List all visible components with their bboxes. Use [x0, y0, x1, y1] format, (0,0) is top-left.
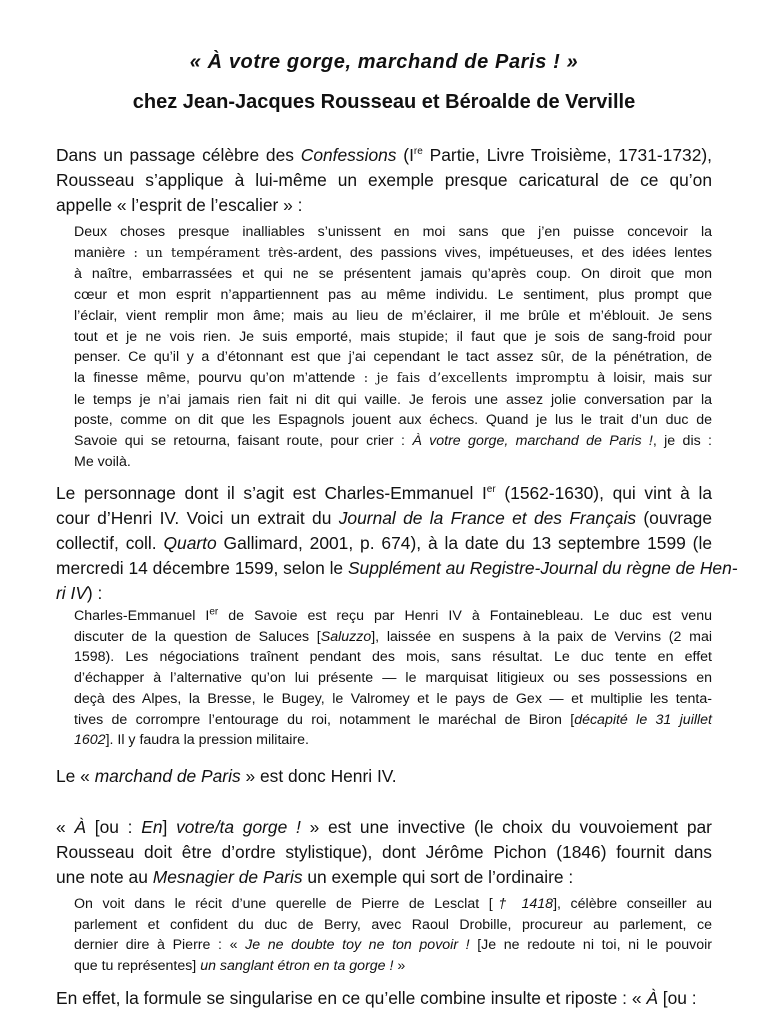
italic-run: Mesnagier de Paris [152, 867, 303, 887]
text-run: collectif, coll. [56, 533, 164, 553]
text-line [56, 143, 712, 168]
text-run: à loisir, mais sur [588, 369, 712, 386]
italic-run: À votre gorge, marchand de Paris ! [412, 433, 653, 450]
text-run: Le personnage dont il s’agit est Charles-Emmanuel I [56, 483, 487, 503]
italic-run: marchand de Paris [94, 766, 241, 786]
text-line [56, 556, 738, 581]
italic-run: † 1418 [492, 896, 554, 912]
text-run: discuter de la question de Saluces [ [74, 628, 321, 645]
text-line [74, 935, 712, 956]
text-run: » est donc Henri IV. [240, 766, 397, 786]
text-run: « [56, 817, 75, 837]
italic-run: décapité le 31 juillet [574, 711, 712, 728]
superscript: er [486, 484, 496, 496]
text-run: ) : [86, 583, 103, 603]
text-run: , je dis : [652, 433, 712, 450]
text-run: Deux choses presque inalliables s’unissent en moi sans que j’en puisse concevoir la [74, 224, 712, 240]
text-line [74, 689, 712, 710]
text-run: tout et je ne vois rien. Je suis emporté, mais stupide; il faut que je sois de sang-froid pour [74, 328, 712, 345]
text-run: [ou : [657, 988, 697, 1008]
text-run: à naître, embarrassées et qui ne se présentent jamais qu’après coup. On diroit que mon [74, 266, 712, 283]
text-run: ], célèbre conseiller au [553, 896, 713, 912]
text-line [74, 710, 712, 731]
text-run: appelle « l’esprit de l’escalier » : [56, 195, 303, 215]
text-line [74, 243, 712, 265]
text-line [74, 915, 712, 936]
text-run: Rousseau s’applique à lui-même un exemple presque caricatural de ce qu’on [56, 170, 712, 190]
text-run: que tu représentes] [74, 958, 201, 975]
text-line [74, 264, 712, 285]
text-run: Gallimard, 2001, p. 674), à la date du 13 septembre 1599 (le [216, 533, 712, 553]
text-run: Charles-Emmanuel I [74, 608, 210, 624]
text-run: le temps je n’ai jamais rien fait ni dit qui vaille. Je ferois une assez jolie conversation par la [74, 391, 712, 408]
italic-run: 1602 [74, 732, 106, 749]
text-run: (I [396, 145, 414, 165]
text-line [74, 668, 712, 689]
text-line [56, 986, 712, 1011]
page-title: « À votre gorge, marchand de Paris ! » [189, 51, 579, 73]
text-run: Rousseau doit être d’ordre stylistique), dont Jérôme Pichon (1846) fournit dans [56, 842, 712, 862]
superscript: re [413, 146, 423, 158]
text-line [56, 815, 712, 840]
text-run: [ou : [86, 817, 142, 837]
text-run: penser. Ce qu’il y a d’étonnant est que j’ai cependant le tact assez sûr, de la pénétration, de [74, 349, 712, 366]
text-line [74, 647, 712, 668]
third-paragraph [56, 764, 712, 789]
text-line [74, 285, 712, 306]
text-run: deçà des Alpes, la Bresse, le Bugey, le Valromey et le pays de Gex — et multiplie les tenta- [74, 690, 712, 707]
text-run: » est une invective (le choix du vouvoiement par [300, 817, 712, 837]
text-run: cour d’Henri IV. Voici un extrait du [56, 508, 339, 528]
text-run: En effet, la formule se singularise en ce qu’elle combine insulte et riposte : « [56, 988, 647, 1008]
text-run: » [393, 958, 406, 975]
journal-quote [74, 606, 712, 751]
rousseau-quote [74, 222, 712, 472]
text-line [74, 452, 712, 473]
italic-run: À [74, 817, 87, 837]
text-run: 1598). Les négociations traînent pendant des mois, sans résultat. Le duc tente en effet [74, 649, 712, 666]
text-line [74, 956, 712, 977]
text-line [56, 581, 712, 606]
text-run: la finesse même, pourvu qu’on m’attende [74, 369, 356, 386]
text-run: (ouvrage [636, 508, 713, 528]
text-line [74, 431, 712, 452]
intro-paragraph [56, 143, 712, 218]
text-line [56, 865, 712, 890]
text-line [74, 730, 712, 751]
text-line [56, 840, 712, 865]
italic-run: Confessions [300, 145, 397, 165]
text-line [74, 368, 712, 390]
mesnagier-quote [74, 894, 712, 977]
italic-run: Je ne doubte toy ne ton povoir ! [245, 937, 470, 954]
text-line [74, 410, 712, 431]
text-run: ], laissée en suspens à la paix de Vervins (2 mai [371, 628, 712, 645]
text-run: mercredi 14 décembre 1599, selon le [56, 558, 348, 578]
text-run: parlement et confident du duc de Berry, avec Raoul Drobille, procureur au parlement, ce [74, 916, 712, 933]
text-run: [Je ne redoute ni toi, ni le pouvoir [469, 937, 712, 954]
text-line [56, 764, 712, 789]
text-run: Savoie qui se retourna, faisant route, pour crier : [74, 433, 413, 450]
text-run: un exemple qui sort de l’ordinaire : [302, 867, 574, 887]
serif-run: : un tempérament t [125, 245, 274, 261]
superscript: er [209, 606, 219, 618]
italic-run: En [141, 817, 163, 837]
text-run: rès-ardent, des passions vives, impétueuses, et des idées lentes [273, 244, 712, 261]
text-line [74, 222, 712, 243]
text-run: tives de corrompre l’entourage du roi, notamment le maréchal de Biron [ [74, 711, 575, 728]
text-line [74, 894, 712, 915]
text-line [56, 168, 712, 193]
text-run: l’éclair, vient remplir mon âme; mais au lieu de m’éclairer, il me brûle et m’éblouit. Je sens [74, 307, 712, 324]
italic-run: À [646, 988, 658, 1008]
page-subtitle: chez Jean-Jacques Rousseau et Béroalde de Verville [132, 91, 636, 113]
text-run: (1562-1630), qui vint à la [495, 483, 713, 503]
text-run: ] [162, 817, 177, 837]
text-line [56, 481, 712, 506]
text-run: dernier dire à Pierre : « [74, 937, 246, 954]
text-line [74, 606, 712, 627]
text-run: de Savoie est reçu par Henri IV à Fontainebleau. Le duc est venu [218, 608, 712, 624]
text-line [56, 506, 712, 531]
text-line [74, 306, 712, 327]
text-line [74, 327, 712, 348]
italic-run: Journal de la France et des Français [338, 508, 637, 528]
text-run: une note au [56, 867, 153, 887]
italic-run: ri IV [56, 583, 87, 603]
text-run: poste, comme on dit que les Espagnols jouent aux échecs. Quand je lus le trait d’un duc de [74, 412, 712, 429]
serif-run: : je fais d’excellents impromptu [355, 370, 589, 386]
fourth-paragraph [56, 815, 712, 890]
text-line [74, 347, 712, 368]
text-run: On voit dans le récit d’une querelle de Pierre de Lesclat [ [74, 896, 493, 912]
fifth-paragraph [56, 986, 712, 1011]
italic-run: Supplément au Registre-Journal du règne de Hen- [347, 558, 738, 578]
text-run: Le « [56, 766, 95, 786]
italic-run: votre/ta gorge ! [176, 817, 301, 837]
italic-run: un sanglant étron en ta gorge ! [200, 958, 394, 975]
text-run: d’échapper à l’alternative qu’on lui présente — le marquisat litigieux ou ses possessions en [74, 670, 712, 687]
second-paragraph [56, 481, 738, 606]
text-line [74, 390, 712, 411]
text-run: Me voilà. [74, 453, 131, 470]
italic-run: Saluzzo [320, 628, 372, 645]
text-run: ]. Il y faudra la pression militaire. [105, 732, 309, 749]
text-line [56, 193, 712, 218]
text-run: cœur et mon esprit n’appartiennent pas au même individu. Le sentiment, plus prompt que [74, 287, 712, 304]
text-run: Dans un passage célèbre des [56, 145, 301, 165]
text-line [74, 627, 712, 648]
italic-run: Quarto [163, 533, 217, 553]
text-run: manière [74, 244, 126, 261]
text-run: Partie, Livre Troisième, 1731-1732), [422, 145, 712, 165]
text-line [56, 531, 712, 556]
